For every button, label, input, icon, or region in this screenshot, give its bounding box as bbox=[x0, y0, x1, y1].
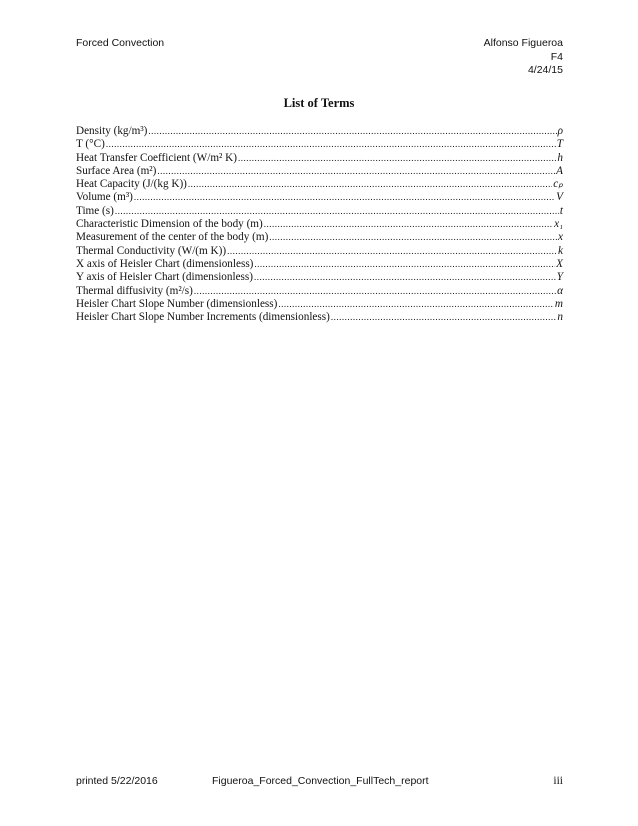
term-label: Volume (m³) bbox=[76, 191, 133, 204]
term-label: Thermal Conductivity (W/(m K)) bbox=[76, 244, 227, 257]
leader-dots bbox=[278, 298, 554, 311]
term-symbol: X bbox=[556, 257, 563, 270]
term-symbol: ρ bbox=[557, 125, 563, 137]
leader-dots bbox=[194, 285, 556, 298]
term-label: Heat Transfer Coefficient (W/m² K) bbox=[76, 151, 237, 164]
header-title: Forced Convection bbox=[76, 37, 165, 49]
term-symbol: x bbox=[558, 231, 563, 244]
term-row bbox=[76, 258, 563, 271]
header-meta bbox=[484, 37, 563, 78]
term-row bbox=[76, 205, 563, 218]
term-label: T (°C) bbox=[76, 138, 105, 151]
term-label: Measurement of the center of the body (m) bbox=[76, 231, 269, 244]
term-symbol: A bbox=[556, 164, 563, 177]
term-row bbox=[76, 311, 563, 324]
term-symbol: x₁ bbox=[554, 218, 563, 231]
leader-dots bbox=[331, 311, 557, 324]
term-row bbox=[76, 285, 563, 298]
term-symbol: α bbox=[557, 284, 563, 297]
leader-dots bbox=[264, 218, 553, 231]
term-symbol: n bbox=[557, 311, 563, 324]
term-symbol: cₚ bbox=[553, 178, 563, 191]
leader-dots bbox=[188, 178, 552, 191]
leader-dots bbox=[148, 125, 556, 138]
leader-dots bbox=[157, 165, 555, 178]
leader-dots bbox=[115, 205, 559, 218]
term-label: Heisler Chart Slope Number Increments (dimensionless) bbox=[76, 311, 330, 324]
term-label: Surface Area (m²) bbox=[76, 164, 157, 177]
term-row bbox=[76, 165, 563, 178]
term-row bbox=[76, 218, 563, 231]
term-row bbox=[76, 271, 563, 284]
leader-dots bbox=[227, 245, 557, 258]
term-row bbox=[76, 245, 563, 258]
term-label: Characteristic Dimension of the body (m) bbox=[76, 218, 263, 231]
term-label: Time (s) bbox=[76, 204, 114, 217]
terms-list bbox=[76, 125, 563, 324]
leader-dots bbox=[106, 138, 556, 151]
header-section: F4 bbox=[550, 50, 563, 63]
term-row bbox=[76, 152, 563, 165]
term-symbol: h bbox=[557, 151, 563, 164]
term-label: X axis of Heisler Chart (dimensionless) bbox=[76, 257, 254, 270]
header-author: Alfonso Figueroa bbox=[483, 37, 563, 49]
term-symbol: t bbox=[559, 204, 563, 217]
term-label: Y axis of Heisler Chart (dimensionless) bbox=[76, 271, 253, 284]
term-row bbox=[76, 298, 563, 311]
term-label: Density (kg/m³) bbox=[76, 125, 148, 137]
term-row bbox=[76, 191, 563, 204]
footer-filename: Figueroa_Forced_Convection_FullTech_report bbox=[212, 775, 429, 787]
footer-printed-date: printed 5/22/2016 bbox=[76, 775, 158, 787]
term-row bbox=[76, 125, 563, 138]
leader-dots bbox=[134, 191, 555, 204]
term-label: Heisler Chart Slope Number (dimensionless) bbox=[76, 297, 278, 310]
term-symbol: V bbox=[556, 191, 563, 204]
header-date: 4/24/15 bbox=[527, 64, 563, 76]
leader-dots bbox=[238, 152, 556, 165]
term-row bbox=[76, 178, 563, 191]
page-title: List of Terms bbox=[283, 96, 355, 110]
term-row bbox=[76, 231, 563, 244]
term-symbol: k bbox=[558, 244, 563, 257]
term-symbol: Y bbox=[556, 271, 563, 284]
term-symbol: T bbox=[556, 138, 563, 151]
term-label: Thermal diffusivity (m²/s) bbox=[76, 284, 193, 297]
leader-dots bbox=[254, 258, 555, 271]
leader-dots bbox=[269, 231, 557, 244]
leader-dots bbox=[254, 271, 556, 284]
term-label: Heat Capacity (J/(kg K)) bbox=[76, 178, 187, 191]
term-symbol: m bbox=[554, 297, 563, 310]
page-number: iii bbox=[553, 775, 563, 787]
term-row bbox=[76, 138, 563, 151]
